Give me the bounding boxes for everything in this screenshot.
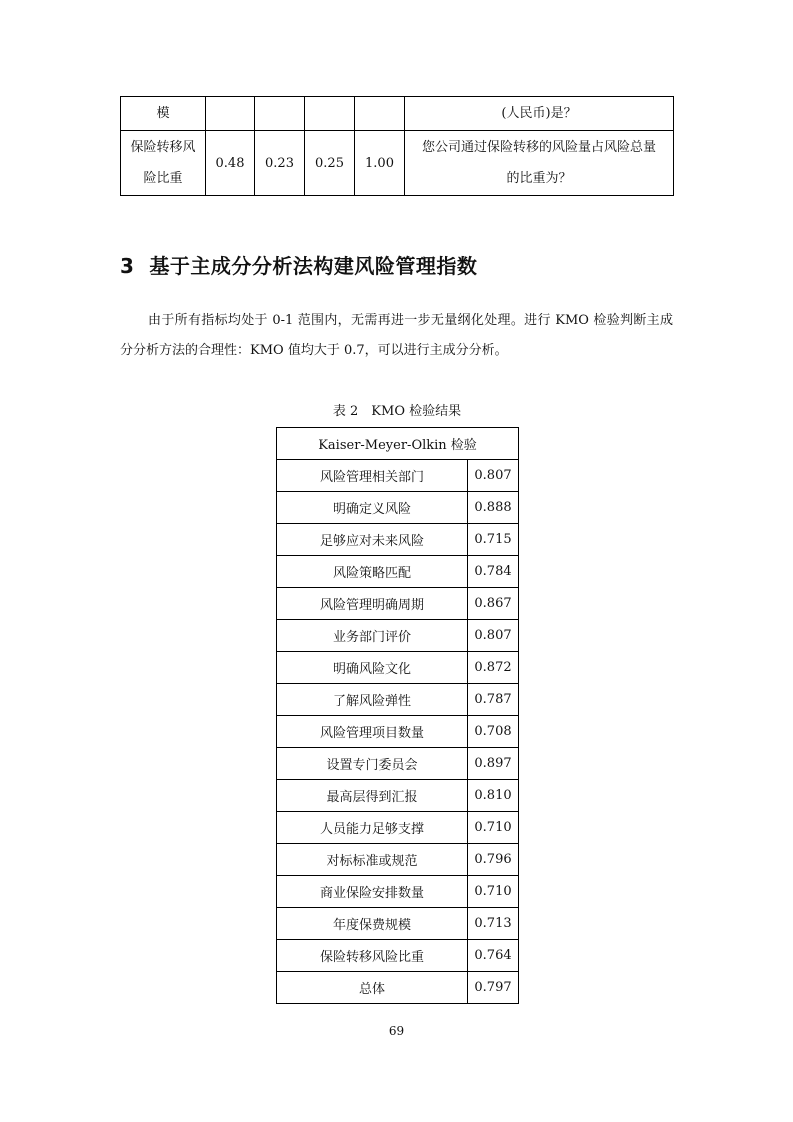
row-label [121, 131, 206, 196]
kmo-value: 0.810 [468, 780, 519, 812]
table-row [277, 684, 519, 716]
indicator-name: 风险管理相关部门 [277, 460, 468, 492]
row-label-line: 保险转移风 [130, 140, 196, 155]
indicator-name: 设置专门委员会 [277, 748, 468, 780]
table-row [121, 131, 674, 196]
kmo-value: 0.710 [468, 876, 519, 908]
section-number: 3 [120, 254, 135, 278]
table-header: Kaiser-Meyer-Olkin 检验 [277, 428, 519, 460]
row-label: 模 [121, 97, 206, 131]
question-line: 您公司通过保险转移的风险量占风险总量 [421, 140, 656, 155]
indicator-name: 风险策略匹配 [277, 556, 468, 588]
table-caption: 表 2 KMO 检验结果 [332, 404, 462, 419]
cell-value: 0.25 [305, 131, 355, 196]
table-row [277, 716, 519, 748]
kmo-value: 0.764 [468, 940, 519, 972]
kmo-results-table [276, 427, 519, 1004]
cell-value [255, 97, 305, 131]
kmo-value: 0.807 [468, 460, 519, 492]
indicator-name: 了解风险弹性 [277, 684, 468, 716]
table-row [277, 524, 519, 556]
body-paragraph: 由于所有指标均处于 0-1 范围内，无需再进一步无量纲化处理。进行 KMO 检验判断主成分分析方法的合理性：KMO 值均大于 0.7，可以进行主成分分析。 [120, 313, 673, 358]
table-header-row [277, 428, 519, 460]
table-row [277, 588, 519, 620]
indicator-name: 足够应对未来风险 [277, 524, 468, 556]
table-row [277, 844, 519, 876]
table-row [277, 940, 519, 972]
top-continuation-table [120, 96, 674, 196]
table-row [277, 876, 519, 908]
question-line: 的比重为？ [506, 171, 572, 186]
kmo-value: 0.784 [468, 556, 519, 588]
kmo-value: 0.872 [468, 652, 519, 684]
table-row [121, 97, 674, 131]
indicator-name: 保险转移风险比重 [277, 940, 468, 972]
indicator-name: 风险管理明确周期 [277, 588, 468, 620]
table-row [277, 812, 519, 844]
question-text [405, 131, 674, 196]
table-row [277, 780, 519, 812]
table-row [277, 972, 519, 1004]
kmo-value: 0.796 [468, 844, 519, 876]
indicator-name: 年度保费规模 [277, 908, 468, 940]
indicator-name: 风险管理项目数量 [277, 716, 468, 748]
table-row [277, 492, 519, 524]
kmo-value: 0.787 [468, 684, 519, 716]
indicator-name: 总体 [277, 972, 468, 1004]
table-row [277, 460, 519, 492]
kmo-value: 0.715 [468, 524, 519, 556]
indicator-name: 最高层得到汇报 [277, 780, 468, 812]
kmo-value: 0.710 [468, 812, 519, 844]
table-row [277, 908, 519, 940]
kmo-value: 0.867 [468, 588, 519, 620]
cell-value: 0.48 [206, 131, 255, 196]
kmo-value: 0.708 [468, 716, 519, 748]
section-heading [120, 250, 477, 279]
row-label-line: 险比重 [143, 171, 183, 186]
kmo-value: 0.888 [468, 492, 519, 524]
cell-value [206, 97, 255, 131]
kmo-value: 0.807 [468, 620, 519, 652]
section-title: 基于主成分分析法构建风险管理指数 [149, 254, 478, 278]
cell-value [305, 97, 355, 131]
indicator-name: 业务部门评价 [277, 620, 468, 652]
question-text: (人民币)是？ [405, 97, 674, 131]
cell-value: 1.00 [355, 131, 405, 196]
table-row [277, 652, 519, 684]
cell-value: 0.23 [255, 131, 305, 196]
kmo-value: 0.897 [468, 748, 519, 780]
indicator-name: 对标标准或规范 [277, 844, 468, 876]
kmo-value: 0.797 [468, 972, 519, 1004]
page-number: 69 [388, 1024, 405, 1038]
cell-value [355, 97, 405, 131]
table-row [277, 620, 519, 652]
table-row [277, 748, 519, 780]
indicator-name: 商业保险安排数量 [277, 876, 468, 908]
kmo-value: 0.713 [468, 908, 519, 940]
indicator-name: 明确定义风险 [277, 492, 468, 524]
table-row [277, 556, 519, 588]
indicator-name: 明确风险文化 [277, 652, 468, 684]
indicator-name: 人员能力足够支撑 [277, 812, 468, 844]
